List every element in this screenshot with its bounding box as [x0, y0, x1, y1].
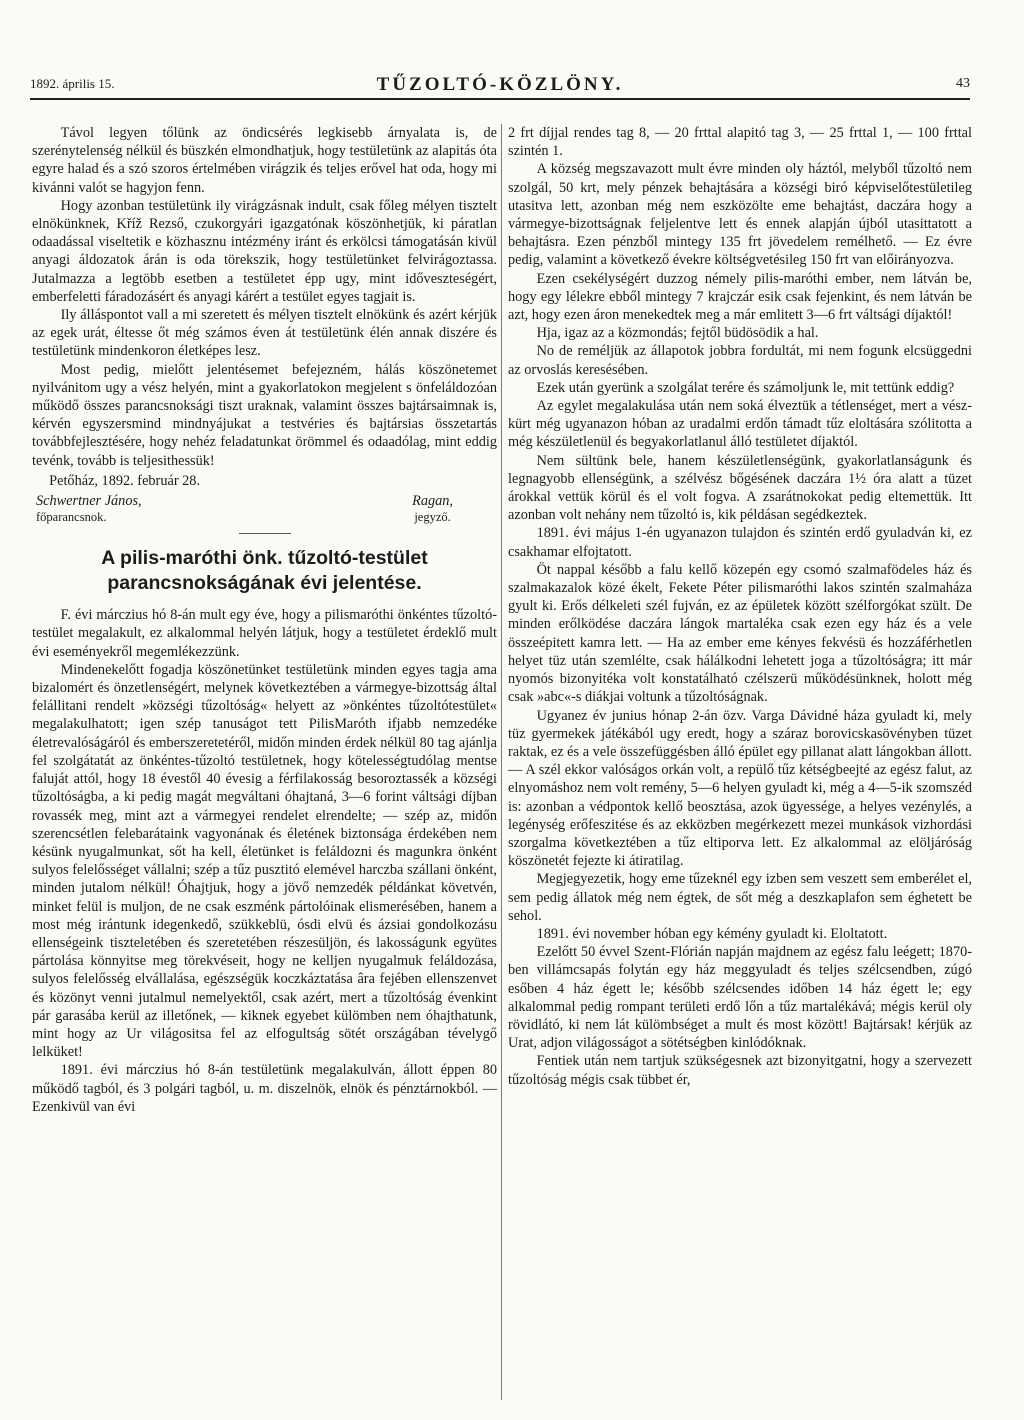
paragraph: 1891. évi november hóban egy kémény gyuladt ki. Eloltatott.: [536, 925, 888, 942]
paragraph: Nem sültünk bele, hanem készületlenségünk, gyakorlatlanságunk és legnagyobb ellenségünk, a szélvész bőgésének daczára 1½ óra alatt a tüzet árokkal vettük körül és el volt fogva. A zsarátnokokat pedig eltemettük. Itt azonban volt nehány nem tűzoltó is, kik példásan segédkeztek.: [508, 452, 972, 524]
issue-date: 1892. április 15.: [30, 76, 115, 91]
paragraph: Fentiek után nem tartjuk szükségesnek azt bizonyitgatni, hogy a szervezett tűzoltóság mégis csak tübbet ér,: [508, 1053, 972, 1088]
paragraph: Hogy azonban testületünk ily virágzásnak indult, csak főleg mélyen tisztelt elnökünknek, Kříž Rezső, czukorgyári igazgatónak köszönhetjük, ki páratlan odaadással viseltetik e közhasznu intézmény iránt és erkölcsi támogatásán kivül anyagi áldozatok árán is oda törekszik, hogy testületünket felvirágoztassa. Jutalmazza a legtöbb esetben a testületet épp ugy, mint időveszteségért, emberfeletti fáradozásért és anyagi kárért a testület egyes tagjait is.: [32, 197, 497, 305]
paragraph: Az egylet megalakulása után nem soká élveztük a tétlenséget, mert a vész-kürt még ugyanazon hóban az uradalmi erdőn támadt tűz eloltására szólitotta a még készületlenül és begyakorlatlanul álló testületet díjaktól.: [508, 398, 972, 451]
paragraph: Hja, igaz az a közmondás; fejtől büdösödik a hal.: [536, 325, 819, 342]
paragraph: Ily álláspontot vall a mi szeretett és mélyen tisztelt elnökünk és azért kérjük az egek urát, éltesse őt még számos éven át testületünk élén annak diszére és testületünk mindenkoron életképes lesz.: [32, 307, 497, 360]
paragraph: Ezelőtt 50 évvel Szent-Flórián napján majdnem az egész falu leégett; 1870-ben villámcsapás folytán egy ház meggyuladt és teljes szélcsendben, zúgó esőben 4 ház égett le; később szélcsendes időben 14 ház égett le; egy alkalommal pedig rompant területi erdő lőn a tűz martalékává; mégis kerül oly rövidlátó, ki nem lát külömbséget a mult és most között! Bajtársak! kérjük az Urat, adjon világosságot a sötétségben kinlódóknak.: [508, 944, 972, 1052]
paragraph: Most pedig, mielőtt jelentésemet befejezném, hálás köszönetemet nyilvánitom ugy a vész helyén, mint a gyakorlatokon megjelent s önfeláldozóan működő összes parancsnoksági tiszt uraknak, valamint összes bajtársaimnak is, kérvén egyszersmind mindnyájukat a testvéries és bajtársias összetartás továbbfejlesztésére, hogy nehéz feladatunkat örömmel és odaadólag, mint eddig tevénk, tovább is teljesithessük!: [32, 361, 497, 469]
signature-left-name: Schwertner János,: [36, 493, 142, 510]
paragraph: F. évi márczius hó 8-án mult egy éve, hogy a pilismaróthi önkéntes tűzoltó-testület megalakult, ez alkalommal helyén látjuk, hogy a testületet érdeklő mult évi eseményekről megemlékezzünk.: [32, 607, 497, 660]
page-header: [30, 74, 970, 100]
journal-title: TŰZOLTÓ-KÖZLÖNY.: [376, 74, 624, 95]
left-column: [32, 124, 497, 1116]
paragraph: Mindenekelőtt fogadja köszönetünket testületünk minden egyes tagja ama bizalomért és önzetlenségért, melynek következtében a vármegye-bizottság által felállitani rendelt »községi tűzoltóság« helyett az »önkéntes tűzoltótestület« megalakulhatott; igen szép tanuságot tett PilisMaróth ifjabb nemzedéke életrevalóságáról és emberszeretetéről, midőn minden érdek nélkül 80 tag ajánlja fel szolgátatát az önkéntes-tűzoltó testületnek, hogy kötelességtudólag mentse faluját attól, hogy 18 évestől 40 évesig a férfilakosság besoroztassék a községi tűzoltóságba, a ki pedig magát megváltani óhajtaná, 3—6 forint váltsági díjban rovassék meg, mint azt a vármegyei rendelet elrendelte; — szép az, midőn szerencsétlen felebarátaink vagyonának és életének biztonsága érdekében nem késünk nyugalmunkat, sőt ha kell, életünket is feláldozni és magunkra önként sulyos felelősséget vállalni; szép a tűz pusztitó elemével harczba szállani önként, minden jutalom nélkül! Óhajtjuk, hogy a jövő nemzedék példánkat követvén, minket felül is muljon, de ne csak eszménk pártolóinak elismerésében, hanem a most még irántunk idegenkedő, szükkeblü, ósdi elvü és ázsiai gondolkozásu ellenségeink tiszteletében és szeretetében részesüljön, és lakosságunk együtes pártolása könnyitse meg törekvéseit, hogy ne kelljen nyugalmuk feláldozása, sulyos felelősség elvállalása, egészségük koczkáztatása âra fejében ellenszenvet és közönyt venni jutalmul nemelyektől, csak azért, mert a tűzoltóság évenkint pár garasába kerül az illetőnek, — kiknek egyebet külömben nem óhajthatunk, mint hogy az Ur világositsa fel az elfogultság sötét országában tévelygő lelküket!: [32, 661, 497, 1061]
paragraph: 1891. évi márczius hó 8-án testületünk megalakulván, állott éppen 80 működő tagból, és 3 polgári tagból, u. m. diszelnök, elnök és pénztárnokból. — Ezenkivül van évi: [32, 1062, 497, 1115]
section-divider: [239, 533, 291, 534]
signature-right: [412, 492, 453, 525]
signature-right-name: Ragan,: [412, 493, 453, 510]
paragraph: Öt nappal később a falu kellő közepén egy csomó szalmafödeles ház és szalmakazalok közé ékelt, Fekete Péter pilismaróthi lakos szintén szalmaháza gyult ki. Erős délkeleti szél fujván, ez az épületek között szélforgókat szült. De minden erőlködése daczára lángok martaléka csak ezen egy ház és a vele összeépitett kamra lett. — Ha az ember eme kényes fekvésü és hozzáférhetlen helyet tüz után szemlélte, csak hálálkodni lehetett joga a tűzoltóságra; itt már nyomós bizonyitéka volt konstatálható czélszerü működésünknek, holott még csak »abc«-s diákjai voltunk a tűzoltóságnak.: [508, 561, 972, 706]
place-and-date: Petőház, 1892. február 28.: [49, 472, 201, 489]
paragraph: 2 frt díjjal rendes tag 8, — 20 frttal alapitó tag 3, — 25 frttal 1, — 100 frttal szintén 1.: [508, 125, 972, 160]
signature-left: [36, 492, 142, 525]
article-title: A pilis-maróthi önk. tűzoltó-testület parancsnokságának évi jelentése.: [101, 547, 428, 595]
page-number: 43: [956, 76, 970, 91]
right-column: [508, 124, 972, 1089]
paragraph: Ezen csekélységért duzzog némely pilis-maróthi ember, nem látván be, hogy egy lélekre ebből mintegy 7 krajczár esik csak fejenkint, és nem látván be azt, hogy ezen áron menekedtek meg a már emlitett 3—6 frt váltsági díjaktól!: [508, 270, 972, 324]
column-divider: [501, 124, 502, 1400]
paragraph: Távol legyen tőlünk az öndicsérés legkisebb árnyalata is, de szerénytelenség nélkül és büszkén elmondhatjuk, hogy testületünk az alapitás óta egyre halad és a szó szoros értelmében virágzik és teljes erővel hat oda, hogy mi kivánni valót se hagyjon fenn.: [32, 125, 497, 196]
signature-right-role: jegyző.: [414, 510, 451, 525]
paragraph: A község megszavazott mult évre minden oly háztól, melyből tűzoltó nem szolgál, 50 krt, mely pénzek behajtására a községi biró képviselőtestületileg utasitva lett, azonban még nem eszközölte eme behajtást, daczára hogy a vármegye-bizottságnak feljelentve lett és ennek alapján újból utasittatott a behajtásra. Ezen pénzből mintegy 135 frt jövedelem remélhető. — Ez évre pedig, valamint a következő évekre költségvetésileg 150 frt van előirányozva.: [508, 161, 972, 269]
signatures: [32, 492, 497, 525]
paragraph: Ezek után gyerünk a szolgálat terére és számoljunk le, mit tettünk eddig?: [536, 379, 955, 396]
paragraph: 1891. évi május 1-én ugyanazon tulajdon és szintén erdő gyuladván ki, ez csakhamar elfojtatott.: [508, 525, 972, 560]
paragraph: No de reméljük az állapotok jobbra fordultát, mi nem fogunk elcsüggedni az orvoslás keresésében.: [508, 343, 972, 378]
paragraph: Ugyanez év junius hónap 2-án özv. Varga Dávidné háza gyuladt ki, mely tüz gyermekek játékából ugy eredt, hogy a száraz borovicskasövényben tüzet raktak, ez és a vele összefüggésben álló épület egy pillanat alatt lángokban állott. — A szél ekkor valóságos orkán volt, a repülő tűz kétségbeejté az egész falut, az elnyomáshoz nem volt remény, 5—6 helyen gyuladt ki, még a 4—5-ik szomszéd is: azonban a védpontok kellő beosztása, azok ügyessége, a helyes vezénylés, a legénység erőfeszitése és az ekközben megérkezett mezei munkások vizhordási szorgalma következtében a tűz eltiporva lett. Ez alkalommal az elöljáróság köszönetét fejezte ki átiratilag.: [508, 707, 972, 870]
paragraph: Megjegyezetik, hogy eme tűzeknél egy izben sem veszett sem emberélet el, sem pedig állatok még nem égtek, de sőt még a deszkaplafon sem éghetett be sehol.: [508, 871, 972, 924]
signature-left-role: főparancsnok.: [36, 510, 107, 525]
